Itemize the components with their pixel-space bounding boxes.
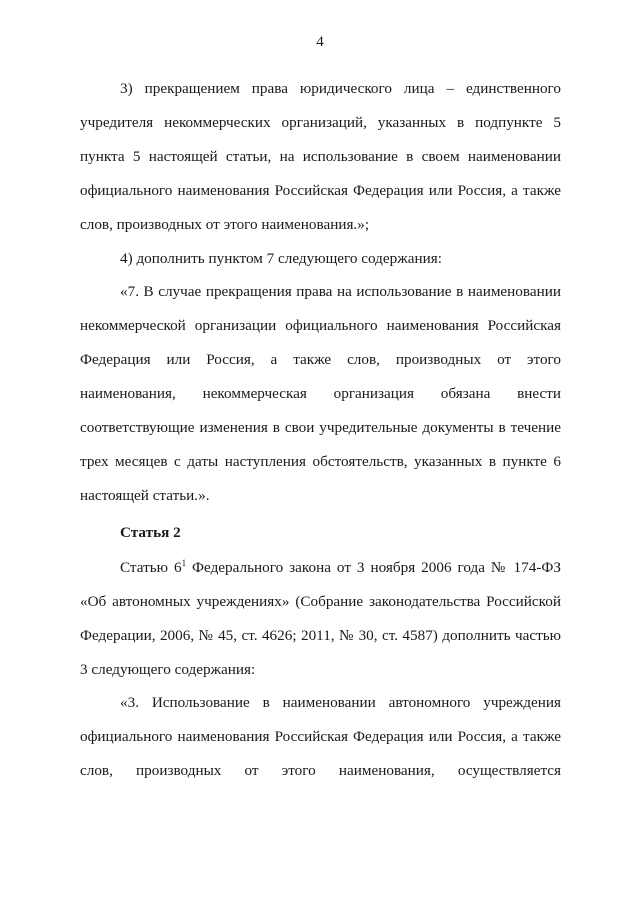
paragraph-article-2-intro	[80, 551, 561, 687]
paragraph-subpoint-4: 4) дополнить пунктом 7 следующего содержания:	[120, 249, 442, 267]
page-number: 4	[316, 34, 324, 50]
document-body	[80, 72, 561, 788]
paragraph-subpoint-3: 3) прекращением права юридического лица – единственного учредителя некоммерческих организаций, указанных в подпункте 5 пункта 5 настоящей статьи, на использование в своем наименовании официального наименования Российская Федерация или Россия, а также слов, производных от этого наименования.»;	[80, 80, 561, 233]
article-heading: Статья 2	[120, 523, 181, 541]
paragraph-article-2-start: Статью 6	[120, 558, 182, 576]
paragraph-point-7: «7. В случае прекращения права на использование в наименовании некоммерческой организации официального наименования Российская Федерация или Россия, а также слов, производных от этого наименования, некоммерческая организация обязана внести соответствующие изменения в свои учредительные документы в течение трех месяцев с даты наступления обстоятельств, указанных в пункте 6 настоящей статьи.».	[80, 283, 561, 504]
paragraph-article-2-rest: Федерального закона от 3 ноября 2006 года № 174-ФЗ «Об автономных учреждениях» (Собрание законодательства Российской Федерации, 2006, № 45, ст. 4626; 2011, № 30, ст. 4587) дополнить частью 3 следующего содержания:	[80, 558, 562, 678]
paragraph-part-3: «3. Использование в наименовании автономного учреждения официального наименования Российская Федерация или Россия, а также слов, производных от этого наименования, осуществляется	[80, 694, 561, 780]
superscript: 1	[181, 557, 187, 568]
